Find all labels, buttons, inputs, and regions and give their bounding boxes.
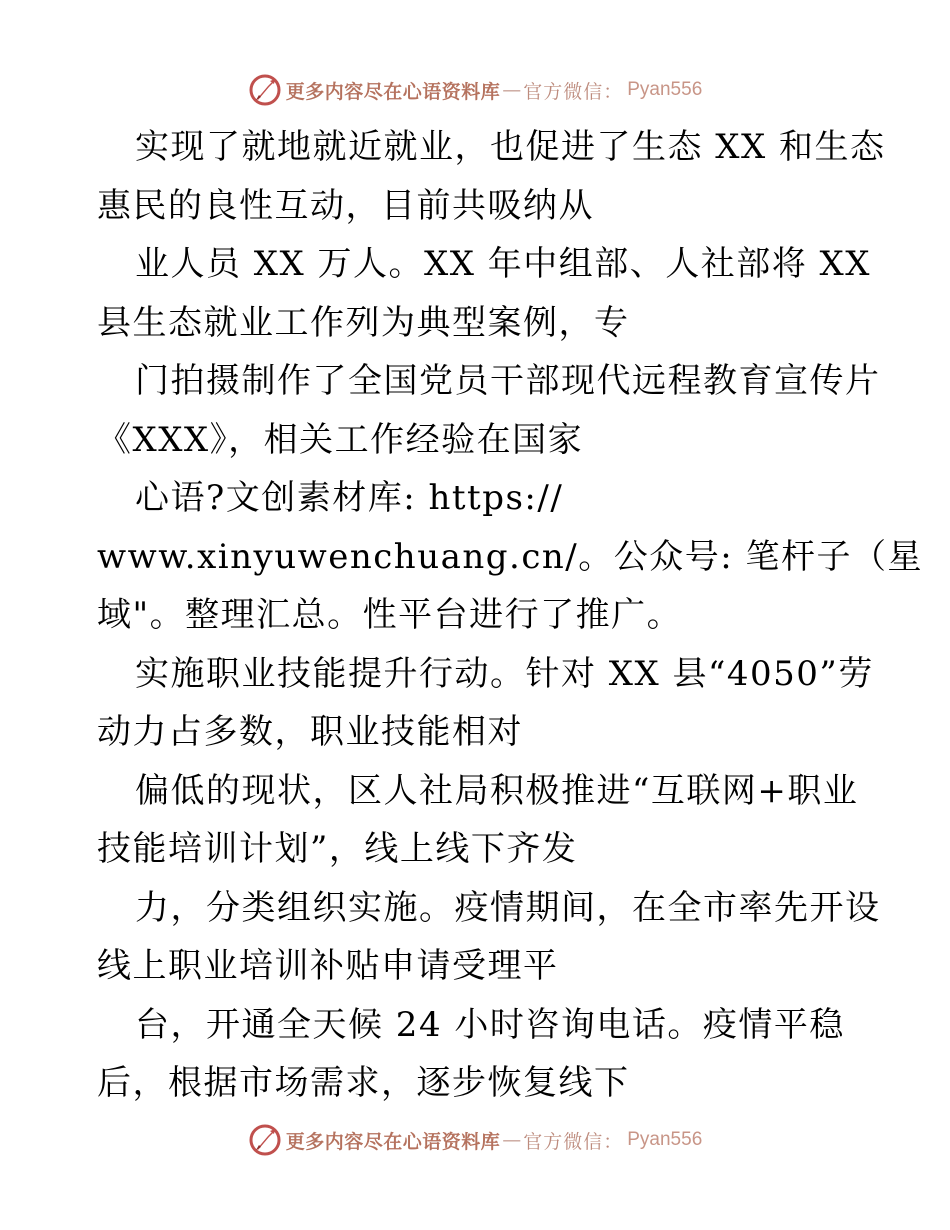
text-line: 业人员 XX 万人。XX 年中组部、人社部将 XX (135, 244, 871, 284)
text-line: 《XXX》，相关工作经验在国家 (97, 419, 584, 460)
banner-title: 更多内容尽在心语资料库 (285, 1130, 501, 1153)
banner-dash: — (502, 79, 522, 101)
banner-official-label: 官方微信： (523, 1130, 624, 1153)
text-line: 实施职业技能提升行动。针对 XX 县“4050”劳 (135, 653, 874, 694)
text-line: 惠民的良性互动，目前共吸纳从 (97, 185, 594, 226)
banner-wechat-id: Pyan556 (627, 79, 703, 100)
footer-banner (0, 1120, 950, 1160)
text-line: 县生态就业工作列为典型案例，专 (97, 302, 630, 343)
pen-nib-logo-icon (248, 1123, 282, 1157)
text-line: 门拍摄制作了全国党员干部现代远程教育宣传片 (135, 361, 881, 401)
banner-dash: — (502, 1129, 522, 1151)
text-line: 偏低的现状，区人社局积极推进“互联网+职业 (135, 770, 859, 811)
text-line: 技能培训计划”，线上线下齐发 (97, 829, 578, 869)
text-line: 力，分类组织实施。疫情期间，在全市率先开设 (135, 887, 881, 928)
text-line: 域"。整理汇总。性平台进行了推广。 (97, 595, 683, 635)
pen-nib-logo-icon (248, 73, 282, 107)
text-line: 台，开通全天候 24 小时咨询电话。疫情平稳 (135, 1004, 845, 1045)
header-banner (0, 70, 950, 110)
banner-title: 更多内容尽在心语资料库 (285, 80, 501, 103)
text-line: 线上职业培训补贴申请受理平 (97, 946, 559, 986)
banner-official-label: 官方微信： (523, 80, 624, 103)
text-line: 动力占多数，职业技能相对 (97, 712, 523, 752)
text-line: 后，根据市场需求，逐步恢复线下 (97, 1063, 630, 1103)
document-body (97, 118, 923, 1113)
text-line: 实现了就地就近就业，也促进了生态 XX 和生态 (135, 127, 886, 167)
text-line: 心语?文创素材库: https:// (135, 478, 564, 518)
banner-wechat-id: Pyan556 (627, 1129, 703, 1150)
text-line: www.xinyuwenchuang.cn/。公众号: 笔杆子（星 (97, 536, 923, 577)
